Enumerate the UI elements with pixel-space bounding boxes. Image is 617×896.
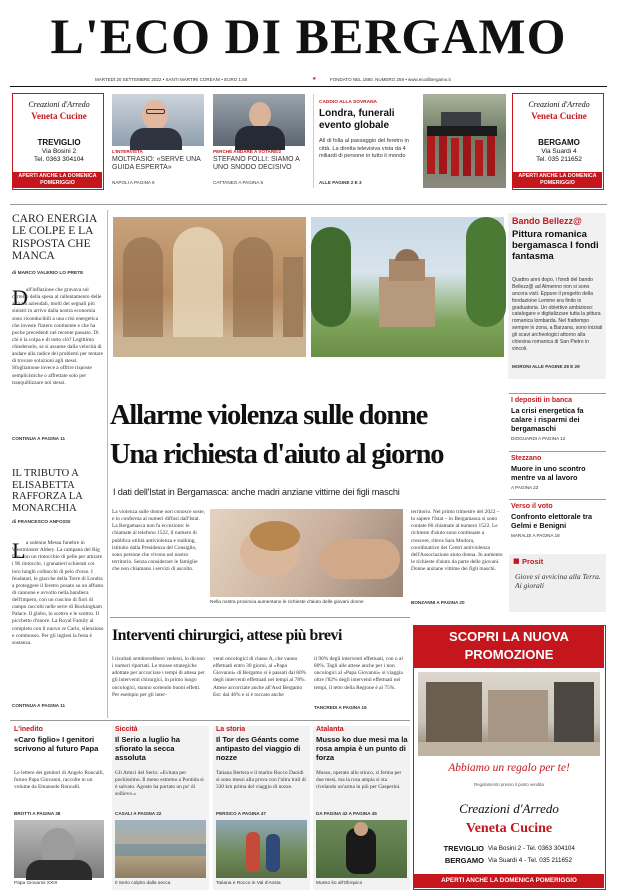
- ad-phone: Tel. 035 211652: [536, 156, 582, 163]
- papa-giovanni-photo: [14, 820, 104, 878]
- bottom2-text: Gli Amici del Serio: «Evitata per pochissimo. Il meno estremo a Pontida si è salvato. Agosto ha portato un po' di sollievo.»: [115, 770, 204, 798]
- teaser1-title[interactable]: MOLTRASIO: «SERVE UNA GUIDA ESPERTA»: [112, 156, 201, 172]
- teaser2-kicker: PERCHÉ ANDARE A VOTARE/2: [213, 149, 282, 154]
- bottom-story-atalanta[interactable]: [313, 726, 410, 890]
- editorial1-ref: CONTINUA A PAGINA 11: [12, 436, 66, 441]
- lead-caption: Nella nostra provincia aumentano le richieste d'aiuto delle giovani donne: [210, 600, 364, 605]
- dateline: MARTEDÌ 20 SETTEMBRE 2022 • SANTI MARTIRI COREANI • EURO 1,50: [95, 77, 248, 82]
- editorial2-title: IL TRIBUTO A ELISABETTA RAFFORZA LA MONARCHIA: [12, 468, 83, 514]
- brief-banks-kicker: I depositi in banca: [511, 397, 573, 404]
- bottom1-kicker: L'inedito: [14, 726, 43, 733]
- masthead-title: L'ECO DI BERGAMO: [50, 8, 567, 64]
- romanesque-church-photo: [311, 217, 504, 357]
- editorial-energy[interactable]: [12, 213, 104, 445]
- surgery-col1: I risultati sembrerebbero vedersi, lo dicono i numeri riportati. Le mosse strategiche adottate per accorciare i tempi di attesa per gli interventi chirurgici, in primo luogo oncologici, stanno sortendo buoni effetti. Per esempio per gli inter-: [112, 656, 205, 698]
- ad-phone: Tel. 0363 304104: [34, 156, 84, 163]
- bottom-story-siccita[interactable]: [112, 726, 209, 890]
- promo-brand-script: Creazioni d'Arredo: [459, 801, 559, 816]
- promo-addr1: Via Bosini 2 - Tel. 0363 304104: [488, 845, 575, 852]
- queen-ref: ALLE PAGINE 2 E 3: [319, 180, 362, 185]
- bando-kicker: Bando Bellezz@: [512, 216, 582, 226]
- bottom3-title: Il Tor des Géants come antipasto del viaggio di nozze: [216, 735, 301, 762]
- ad-veneta-bergamo[interactable]: [512, 93, 604, 190]
- brief-voto-ref: MARALDI A PAGINA 18: [511, 533, 560, 538]
- brief-banks[interactable]: [509, 393, 606, 445]
- ad-footer: APERTI ANCHE LA DOMENICA POMERIGGIO: [513, 172, 602, 188]
- ad-brand: Veneta Cucine: [31, 111, 87, 121]
- queen-text: Alì di folla al passaggio del feretro in città. La diretta televisiva vista da 4 miliardi di persone in tutto il mondo: [319, 138, 409, 160]
- lead-headline-2[interactable]: Una richiesta d'aiuto al giorno: [110, 439, 444, 470]
- brief-stezzano-kicker: Stezzano: [511, 455, 542, 462]
- bottom2-caption: Il Serio colpito dalla secca: [115, 881, 171, 886]
- prosit-box: [509, 554, 606, 612]
- editorial2-ref: CONTINUA A PAGINA 11: [12, 703, 66, 708]
- kitchen-photo: [418, 672, 600, 756]
- ad-city: TREVIGLIO: [37, 138, 81, 147]
- surgery-ref: TANCREDI A PAGINA 16: [314, 705, 367, 710]
- lead-col1: La violenza sulle donne non conosce soste, e lo conferma ai numeri diffusi dall'Istat. La Bergamasca non fa eccezione: le chiamate al telefono 1522, il numero di pubblica utilità antiviolenza e stalking, istituito dalla Presidenza del Consiglio, sono persone che vivono nel nostro territorio. Senza considerare le famiglie che non chiamano i servizi di ascolto.: [112, 509, 205, 572]
- bottom1-text: Le lettere dei genitori di Angelo Roncalli, futuro Papa Giovanni, raccolte in un volume da Emanuele Roncalli.: [14, 770, 104, 791]
- bottom3-ref: PERSICO A PAGINA 47: [216, 811, 266, 816]
- promo-addr1-city: TREVIGLIO: [443, 844, 484, 853]
- bottom1-title: «Caro figlio» I genitori scrivono al futuro Papa: [14, 735, 99, 753]
- brief-banks-title: La crisi energetica fa calare i risparmi dei bergamaschi: [511, 406, 584, 433]
- ad-address: Via Bosini 2: [41, 148, 77, 155]
- bottom4-caption: Musso ko all'Olimpico: [316, 881, 363, 886]
- star-icon: ★: [312, 76, 317, 82]
- bottom1-ref: BROTTI A PAGINA 38: [14, 811, 61, 816]
- ad-veneta-treviglio[interactable]: [12, 93, 104, 190]
- bottom-story-tor[interactable]: [213, 726, 310, 890]
- teaser2-title[interactable]: STEFANO FOLLI: SIAMO A UNO SNODO DECISIVO: [213, 156, 300, 172]
- brief-voto[interactable]: [509, 499, 606, 545]
- editorial2-dropcap: L: [12, 538, 26, 563]
- brief-stezzano-title: Muore in uno scontro mentre va al lavoro: [511, 464, 586, 482]
- ad-brand-script: Creazioni d'Arredo: [28, 100, 90, 109]
- moltrasio-photo: [112, 94, 204, 146]
- editorial2-author: di FRANCESCO ANFOSSI: [12, 520, 71, 525]
- promo-addr2-city: BERGAMO: [444, 856, 484, 865]
- violence-photo: [210, 509, 403, 597]
- ad-address: Via Suardi 4: [541, 148, 577, 155]
- founded-line: FONDATO NEL 1880. NUMERO 259 • www.ecodibergamo.it: [330, 77, 451, 82]
- prosit-kicker: Prosit: [522, 557, 544, 566]
- promo-slogan: Abbiamo un regalo per te!: [448, 762, 570, 774]
- teaser1-kicker: L'INTERVISTA: [112, 149, 143, 154]
- editorial1-text: all'inflazione che gravava sul carrello della spesa al rallentamento delle attività aziendali, molti dei segnali più sinistri in arrivo dalla nostra economia sono riconducibili a una crisi energetica che investe l'intero continente e che ha poche precedenti nel recente passato. Di chi è la colpa e di tutto ciò? Legittimo chiederselo, se si assume dalla velocità di andare alla radice dei problemi per tentare di trovare soluzioni agli stessi. Sfogliamone invece a offrire risposte semplicistiche o affrettate solo per tranquillizzare noi stessi.: [12, 287, 103, 386]
- brief-voto-title: Confronto elettorale tra Gelmi e Benigni: [511, 512, 593, 530]
- ad-city: BERGAMO: [538, 138, 580, 147]
- brief-stezzano-ref: A PAGINA 23: [511, 485, 539, 490]
- promo-footer: APERTI ANCHE LA DOMENICA POMERIGGIO: [414, 874, 604, 888]
- bottom3-caption: Tatiana e Rocco in Val d'Aosta: [216, 881, 281, 886]
- bottom1-caption: Papa Giovanni XXIII: [14, 881, 58, 886]
- ad-footer: APERTI ANCHE LA DOMENICA POMERIGGIO: [13, 172, 102, 188]
- bando-title: Pittura romanica bergamasca I fondi fantasma: [512, 229, 599, 263]
- brief-voto-kicker: Verso il voto: [511, 503, 553, 510]
- lead-ref: BONZANNI A PAGINA 20: [411, 600, 465, 605]
- bottom4-kicker: Atalanta: [316, 726, 344, 733]
- bottom3-kicker: La storia: [216, 726, 246, 733]
- bottom-story-inedito[interactable]: [12, 726, 107, 890]
- musso-photo: [316, 820, 407, 878]
- bottom2-ref: CASALI A PAGINA 22: [115, 811, 162, 816]
- folli-photo: [213, 94, 305, 146]
- promo-line1: SCOPRI LA NUOVA: [449, 629, 569, 644]
- editorial-elisabetta[interactable]: [12, 468, 104, 714]
- surgery-headline[interactable]: Interventi chirurgici, attese più brevi: [112, 627, 342, 644]
- funeral-procession-photo: [423, 94, 506, 188]
- bando-bellezza-box[interactable]: [508, 213, 606, 379]
- promo-fine: Regolamento presso il punto vendita: [474, 782, 544, 787]
- surgery-col2: venti oncologici di classe A, che vanno effettuati entro 30 giorni, al «Papa Giovanni» di Bergamo si è passati dal 80% degli interventi effettuati nei tempi al 78%. Attese accorciate anche all'Asst Bergamo Est: dal 46% e si è toccato anche: [213, 656, 307, 698]
- teaser1-ref: NAPOLI A PAGINA 6: [112, 180, 155, 185]
- prosit-text: Giove si avvicina alla Terra. Ai giorali: [515, 572, 601, 590]
- promo-banner: [414, 626, 604, 668]
- tor-des-geants-photo: [216, 820, 307, 878]
- queen-story-box[interactable]: [313, 94, 421, 188]
- editorial1-author: di MARCO VALERIO LO PRETE: [12, 271, 84, 276]
- lead-col2: territorio. Nel primo trimestre del 2022 – lo sapere l'Istat – in Bergamasca si sono contate 66 chiamate al numero 1522. Le richieste d'aiuto sono continuate a crescere, rileva Sara Modora, coordinatrice dei Centri antiviolenza dell'Associazione aiuto donna. In aumento le richieste d'aiuto da parte delle giovani. Donne anziane vittime dei figli maschi.: [411, 509, 503, 572]
- promo-brand: Veneta Cucine: [465, 821, 553, 836]
- bottom4-ref: DA PAGINA 42 A PAGINA 45: [316, 811, 377, 816]
- bottom3-text: Tatiana Bertera e il marito Rocco Daoidi si sono messi alla prova con l'ultra trail di 330 km prima del viaggio di nozze.: [216, 770, 306, 791]
- brief-stezzano[interactable]: [509, 451, 606, 497]
- queen-kicker: CADDIO ALLA SOVRANA: [319, 100, 378, 105]
- teaser2-ref: CATTANEO A PAGINA 5: [213, 180, 264, 185]
- queen-title: Londra, funerali evento globale: [319, 108, 395, 131]
- serio-river-photo: [115, 820, 206, 878]
- bottom2-kicker: Siccità: [115, 726, 138, 733]
- editorial1-dropcap: D: [12, 285, 28, 310]
- promo-ad[interactable]: [413, 625, 606, 890]
- bando-ref: MORONI ALLE PAGINE 28 E 29: [512, 364, 580, 369]
- lead-subhead: I dati dell'Istat in Bergamasca: anche madri anziane vittime dei figli maschi: [113, 487, 400, 497]
- prosit-marker-icon: ■: [513, 557, 520, 565]
- bando-text: Quattro anni dopo, i fondi del bando Bellezz@ ad Almenno non si sono ancora visti. Eppure il progetto della fondazione Lemine era finito in graduatoria. Un obiettivo ambizioso: catalogare e digitalizzare tutta la pittura romanica lombarda. Nel frattempo sempre in zona, a Barzana, sono iniziati gli scavi archeologici attorno alla chiesina romanica di San Pietro in vincoli.: [512, 277, 603, 352]
- promo-addr2: Via Suardi 4 - Tel. 035 211652: [488, 857, 573, 864]
- church-interior-photo: [113, 217, 306, 357]
- bottom2-title: Il Serio a luglio ha sfiorato la secca assoluta: [115, 735, 180, 762]
- lead-headline-1[interactable]: Allarme violenza sulle donne: [110, 400, 428, 431]
- bottom4-title: Musso ko due mesi ma la rosa ampia è un punto di forza: [316, 735, 408, 762]
- brief-banks-ref: DIOGUARDI A PAGINA 12: [511, 436, 566, 441]
- ad-brand-script: Creazioni d'Arredo: [528, 100, 590, 109]
- bottom4-text: Musso, operato allo stinco, si ferma per due mesi, ma la rosa ampia si sta rivelando un'arma in più per Gasperini.: [316, 770, 402, 791]
- editorial1-title: CARO ENERGIA LE COLPE E LA RISPOSTA CHE MANCA: [12, 213, 97, 263]
- editorial2-text: a solenne Messa funebre in Westminster Abbey. La campana del Big Ben con un rintocchio di pelle per attirare i 96 rintocchi, i granatieri schierati coi loro lunghi colbacchi di pelo d'orso. I feudatari, le giacche della Torre di Londra a proteggere il feretro posato su un affusto di cannone e avvolto nella bandiera dell'impero, con un cuscino di fiori di campo raccolti nelle serre di Buckingham Palace. Il globo, lo scettro e le scettro. Il picchetto d'onore. La Royal Family al completo con il nuovo re Carlo, silenzioso e commosso. Per gli inglesi la festa è sostanza.: [12, 540, 104, 646]
- promo-line2: PROMOZIONE: [464, 647, 554, 662]
- surgery-col3: il 90% degli interventi effettuati, con o al 80%. Tagli alle attese anche per i non oncologici al «Papa Giovanni» si viaggia oltre l'82% degli interventi effettuati nei tempi, il tetto della Regione è al 75%.: [314, 656, 403, 691]
- ad-brand: Veneta Cucine: [531, 111, 587, 121]
